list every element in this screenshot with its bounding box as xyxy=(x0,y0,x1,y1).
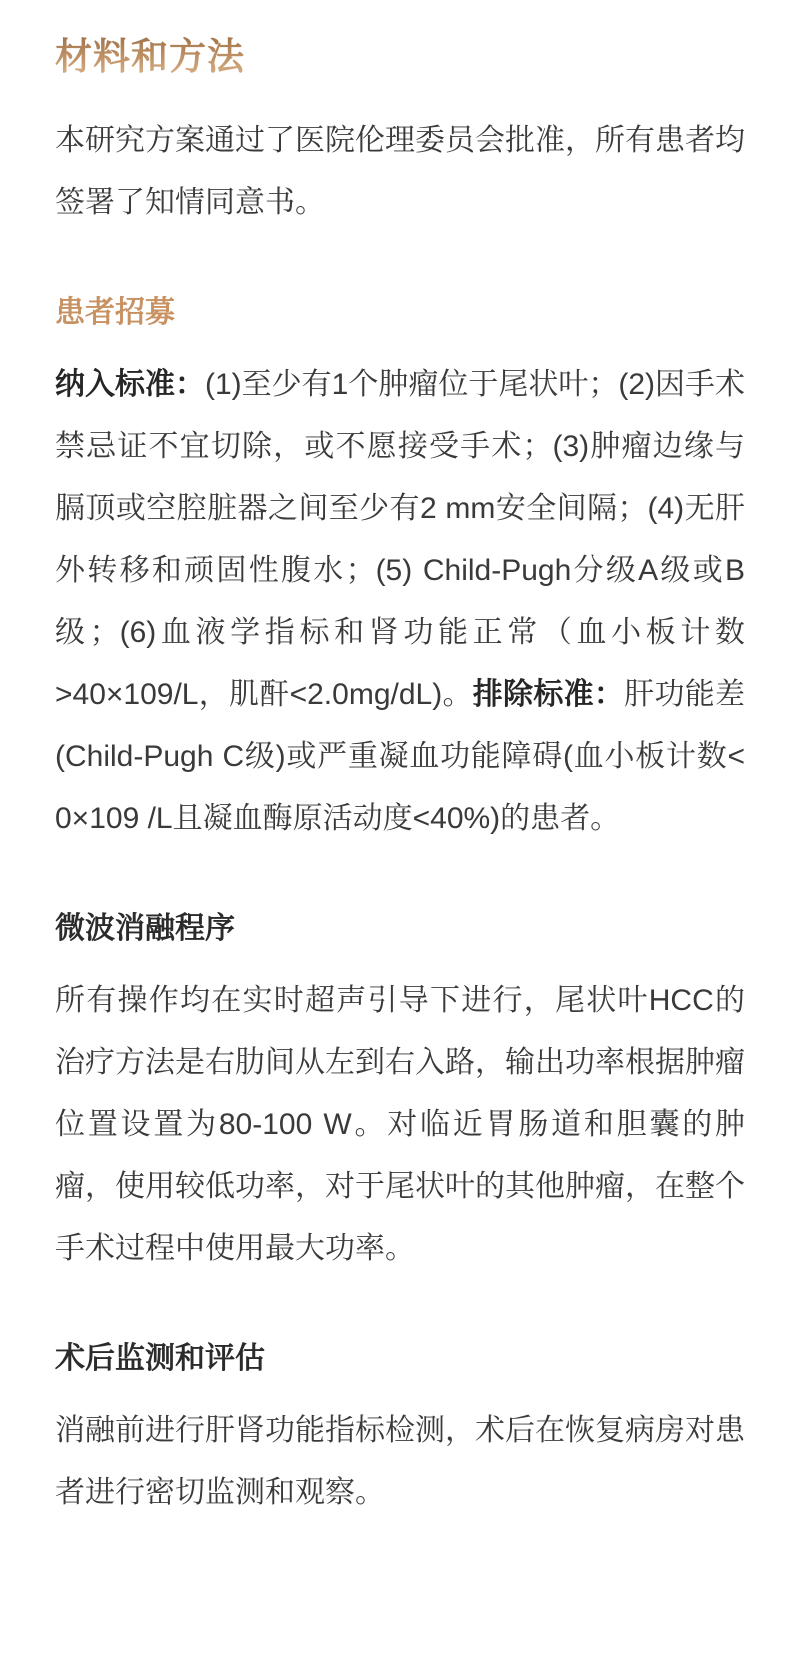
paragraph xyxy=(55,970,745,1280)
section-3 xyxy=(55,1338,745,1524)
section-heading: 术后监测和评估 xyxy=(55,1342,265,1376)
page-title: 材料和方法 xyxy=(55,36,745,80)
bold-text-run: 纳入标准： xyxy=(55,368,205,402)
intro-paragraph: 本研究方案通过了医院伦理委员会批准，所有患者均签署了知情同意书。 xyxy=(55,124,745,220)
text-run: 肝功能差(Child-Pugh C级)或严重凝血功能障碍(血小板计数< 0×109 /L且凝血酶原活动度<40%)的患者。 xyxy=(55,678,746,836)
text-run: 消融前进行肝肾功能指标检测，术后在恢复病房对患者进行密切监测和观察。 xyxy=(55,1414,745,1510)
bold-text-run: 排除标准： xyxy=(472,678,625,712)
section-2 xyxy=(55,908,745,1280)
text-run: (1)至少有1个肿瘤位于尾状叶；(2)因手术禁忌证不宜切除，或不愿接受手术；(3)肿瘤边缘与膈顶或空腔脏器之间至少有2 mm安全间隔；(4)无肝外转移和顽固性腹水；(5) Child-Pugh分级A级或B级；(6)血液学指标和肾功能正常（血小板计数>40×109/L，肌酐<2.0mg/dL)。 xyxy=(55,368,746,712)
text-run: 所有操作均在实时超声引导下进行，尾状叶HCC的治疗方法是右肋间从左到右入路，输出功率根据肿瘤位置设置为80-100 W。对临近胃肠道和胆囊的肿瘤，使用较低功率，对于尾状叶的其他肿瘤，在整个手术过程中使用最大功率。 xyxy=(55,984,745,1266)
section-heading: 患者招募 xyxy=(55,296,175,330)
section-1 xyxy=(55,292,745,850)
paragraph xyxy=(55,354,745,850)
section-heading: 微波消融程序 xyxy=(55,912,235,946)
paragraph xyxy=(55,1400,745,1524)
sections-container xyxy=(55,292,745,1524)
